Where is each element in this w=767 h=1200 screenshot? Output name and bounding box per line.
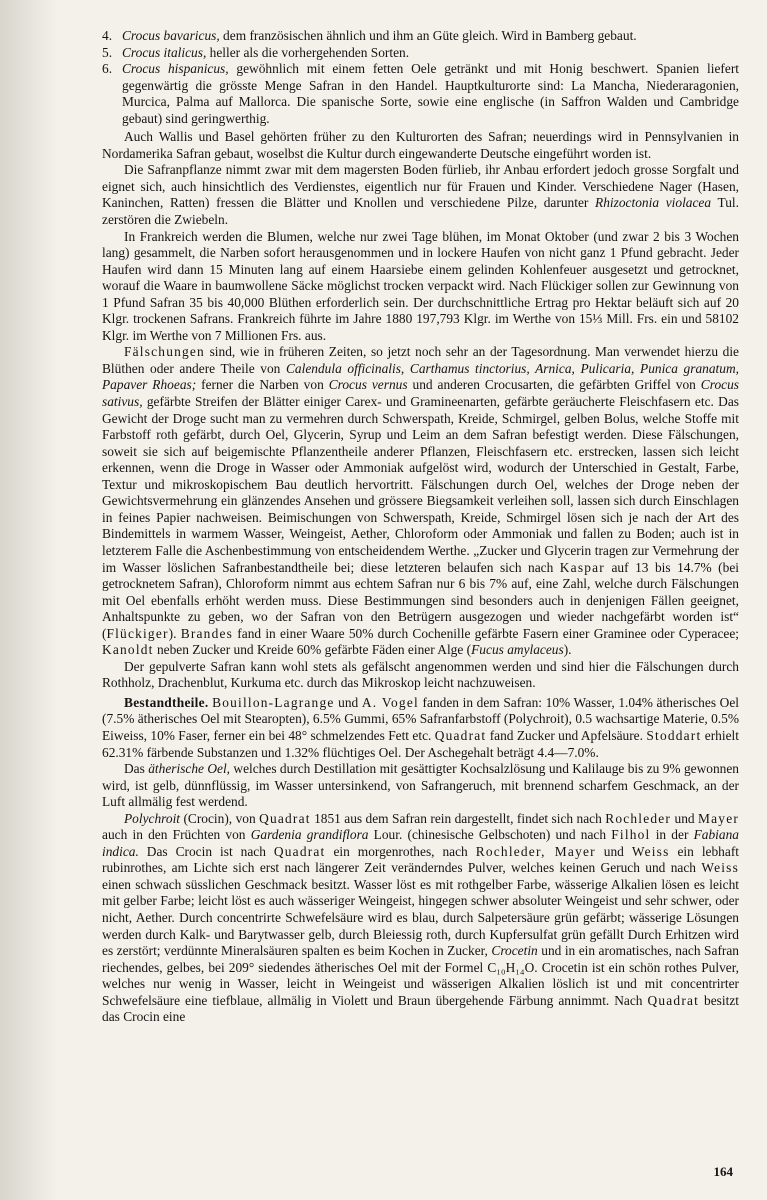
author-name: Brandes: [180, 625, 234, 641]
text-run: besitzt das Crocin eine: [102, 992, 739, 1025]
text-run: welches durch Destillation mit gesättigter Kochsalzlösung und Kalilauge bis zu 9% gewonnen wird, ist gelb, dünnflüssig, im Wasser untersinkend, von Safrangeruch, mit brennend scharfem Geschmack, an der Luft allmälig fest werdend.: [102, 761, 739, 810]
item-number: 6.: [102, 61, 113, 77]
author-name: Mayer: [698, 810, 740, 826]
text-run: einen schwach süsslichen Geschmack besitzt. Wasser löst es mit rothgelber Farbe, wässerige Alkalien lösen es leicht mit gelber Farbe; leicht löst es auch wässeriger Weingeist, hingegen schwer absoluter Weingeist und sehr schwer, oder nicht, Aether. Durch concentrirte Schwefelsäure wird es blau, durch Salpetersäure grün gefärbt; wässerige Lösungen werden durch Kalk- und Barytwasser gelb, durch Bleiessig roth, durch Kupfersulfat grün gefällt Durch Erhitzen wird es zerstört; verdünnte Mineralsäuren spalten es beim Kochen in Zucker,: [102, 876, 739, 959]
species-name: Crocus hispanicus,: [122, 61, 229, 77]
text-run: und: [595, 843, 632, 859]
term: Crocetin: [491, 943, 538, 959]
text-run: Das: [124, 761, 149, 777]
species-name: Fabiana indica.: [102, 827, 739, 859]
author-name: Kaspar: [559, 559, 605, 575]
author-name: A. Vogel: [361, 694, 419, 710]
item-text: dem französischen ähnlich und ihm an Güte gleich. Wird in Bamberg gebaut.: [219, 28, 637, 43]
species-name: Crocus sativus,: [102, 377, 739, 410]
text-run: Tul. zerstören die Zwiebeln.: [102, 195, 740, 228]
saffron-variety-list: [102, 28, 739, 127]
text-run: 1851 aus dem Safran rein dargestellt, findet sich nach: [310, 810, 606, 826]
author-name: Quadrat: [273, 843, 326, 859]
text-run: auch in den Früchten von: [102, 827, 251, 843]
paragraph-saffron-plant: [102, 162, 739, 228]
text-run: Das Crocin ist nach: [138, 843, 274, 859]
species-name: Gardenia grandiflora: [250, 827, 369, 843]
text-run: fanden in dem Safran: 10% Wasser, 1.04% ätherisches Oel (7.5% ätherisches Oel mit Stearopten), 6.5% Gummi, 65% Safranfarbstoff (Polychroit), 0.5 wachsartige Materie, 0.5% Eiweiss, 10% Faser, ferner ein bei 48° schmelzendes Fett etc.: [102, 694, 739, 743]
list-item: [102, 45, 739, 62]
paragraph-cultivation-regions: Auch Wallis und Basel gehörten früher zu den Kulturorten des Safran; neuerdings wird in Pennsylvanien in Nordamerika Safran gebaut, woselbst die Kultur durch eingewanderte Deutsche eingeführt worden ist.: [102, 129, 739, 161]
paragraph-polychroit: [102, 811, 739, 1026]
text-run: und: [334, 694, 362, 710]
author-name: Kanoldt: [102, 642, 154, 658]
text-run: Die Safranpflanze nimmt zwar mit dem magersten Boden fürlieb, ihr Anbau erfordert jedoch grosse Sorgfalt und eignet sich, auch hinsichtlich des Verdienstes, eigentlich nur für Frauen und Kinder. Verschiedene Nager (Hasen, Kaninchen, Ratten) fressen die Blätter und Knollen und verschiedene Pilze, darunter: [102, 162, 739, 211]
text-run: auf 13 bis 14.7% (bei getrocknetem Safran), Chloroform nimmt aus echtem Safran nur 6 bis 7% auf, eine Zahl, welche durch Fälschungen mit Oel ebenfalls erhöht werden muss. Diese Bestimmungen sind besonders auch in denjenigen Fällen geeignet, Anhaltspunkte zu geben, wo der Safran von den Betrügern ausgezogen und wieder nachgefärbt worden ist“ (: [102, 559, 739, 641]
section-heading: Bestandtheile.: [124, 694, 209, 710]
author-name: Quadrat: [434, 727, 487, 743]
author-name: Flückiger: [106, 625, 169, 641]
text-run: ein morgenrothes, nach: [325, 843, 476, 859]
item-text: heller als die vorhergehenden Sorten.: [206, 44, 410, 60]
species-name: Crocus vernus: [328, 377, 408, 393]
page-number: 164: [713, 1164, 733, 1179]
paragraph-adulterations: [102, 344, 739, 658]
term: ätherische Oel,: [148, 761, 231, 777]
text-run: in der: [650, 827, 694, 843]
item-number: 4.: [102, 28, 113, 43]
author-name: Weiss: [631, 843, 670, 859]
species-name: Crocus italicus,: [122, 44, 207, 60]
paragraph-essential-oil: [102, 761, 739, 811]
author-name: Weiss: [701, 860, 739, 876]
species-name: Crocus bavaricus,: [122, 28, 220, 43]
list-item: [102, 28, 739, 45]
species-name: Fucus amylaceus: [471, 642, 564, 658]
item-number: 5.: [102, 44, 113, 60]
author-name: Quadrat: [647, 992, 700, 1008]
species-name: Calendula officinalis, Carthamus tinctorius, Arnica, Pulicaria, Punica granatum, Papaver Rhoeas;: [102, 360, 739, 393]
text-run: fand Zucker und Apfelsäure.: [486, 727, 647, 743]
species-name: Rhizoctonia violacea: [595, 195, 712, 211]
text-run: ).: [168, 625, 181, 641]
text-run: fand in einer Waare 50% durch Cochenille gefärbte Fasern einer Gramineе oder Cyperacee;: [233, 625, 739, 641]
text-run: (Crocin), von: [180, 810, 260, 826]
text-run: ).: [563, 642, 572, 658]
paragraph-france-harvest: In Frankreich werden die Blumen, welche nur zwei Tage blühen, im Monat Oktober (und zwar 2 bis 3 Wochen lang) gesammelt, die Narben sofort herausgenommen und in lockere Haufen von nicht ganz 1 Pfund gebracht. Jeder Haufen wird dann 15 Minuten lang auf einem Haarsiebe einem gelinden Kohlenfeuer ausgesetzt und getrocknet, worauf die Waare in baumwollene Säcke möglichst trocken verpackt wird. Nach Flückiger sollen zur Gewinnung von 1 Pfund Safran 35 bis 40,000 Blüthen erforderlich sein. Der durchschnittliche Ertrag pro Hektar beläuft sich auf 20 Klgr. trockenen Safrans. Frankreich führte im Jahre 1880 197,793 Klgr. im Werthe von 15⅓ Mill. Frs. ein und 58102 Klgr. im Werthe von 7 Millionen Frs. aus.: [102, 228, 739, 343]
text-run: Lour. (chinesische Gelbschoten) und nach: [368, 827, 612, 843]
paragraph-keyword: Fälschungen: [124, 344, 205, 360]
text-run: und in ein aromatisches, nach Safran riechendes, gelbes, bei 209° siedendes ätherisches Oel mit der Formel C₁₀H₁₄O. Crocetin ist ein schön rothes Pulver, welches nur wenig in Wasser, leicht in Weingeist und wässerigen Alkalien löslich ist und mit concentrirter Schwefelsäure eine tiefblaue, allmälig in Violett und Braun übergehende Färbung annimmt. Nach: [102, 943, 740, 1008]
item-text: gewöhnlich mit einem fetten Oele getränkt und mit Honig beschwert. Spanien liefert gegenwärtig die grösste Menge Safran in den Handel. Hauptkulturorte sind: La Mancha, Niederaragonien, Murcica, Palma auf Mallorca. Die spanische Sorte, sowie eine englische (in Saffron Walden und Cambridge gebaut) sind geringwerthig.: [122, 61, 739, 126]
text-run: gefärbte Streifen der Blätter einiger Carex- und Gramineenarten, gefärbte geräucherte Fleischfasern etc. Das Gewicht der Droge sucht man zu vermehren durch Schwerspath, Kreide, Schmirgel, gelben Bolus, welche Stoffe mit Farbstoff roth gefärbt, durch Oel, Glycerin, Syrup und Leim an dem Safran befestigt werden. Diese Fälschungen, soweit sie sich auf beigemischte Pflanzentheile anderer Pflanzen, Fleischfasern etc. erstrecken, lassen sich leicht erkennen, wenn die Droge in Wasser oder Ammoniak aufgelöst wird, wodurch der Unterschied in Gestalt, Farbe, Textur und mikroskopischem Bau deutlich hervortritt. Fälschungen durch Oel, welches der Droge neben der Gewichtsvermehrung ein glänzendes Ansehen und grössere Biegsamkeit verleihen soll, lassen sich durch Einschlagen in feines Papier nachweisen. Beimischungen von Schwerspath, Kreide, Schmirgel lösen sich je nach der Art des Bindemittels in warmem Wasser, Weingeist, Aether, Chloroform oder Ammoniak und fallen zu Boden; auch ist in letzterem Falle die Aschenbestimmung von entscheidendem Werthe. „Zucker und Glycerin tragen zur Vermehrung der im Wasser löslichen Safranbestandtheile bei; diese letzteren belaufen sich nach: [102, 394, 739, 575]
list-item: [102, 61, 739, 127]
text-run: und anderen Crocusarten, die gefärbten Griffel von: [407, 377, 701, 393]
author-name: Stoddart: [646, 727, 702, 743]
text-run: ein lebhaft rubinrothes, am Lichte sich erst nach längerer Zeit veränderndes Pulver, welches keinen Geruch und nach: [102, 843, 739, 876]
author-name: Quadrat: [259, 810, 311, 826]
paragraph-powdered-saffron: Der gepulverte Safran kann wohl stets als gefälscht angenommen werden und sind hier die Fälschungen durch Rothholz, Drachenblut, Kurkuma etc. durch das Mikroskop leicht nachzuweisen.: [102, 658, 739, 691]
author-name: Rochleder, Mayer: [475, 843, 596, 859]
term: Polychroit: [124, 810, 181, 826]
text-run: und: [671, 810, 699, 826]
text-run: sind, wie in früheren Zeiten, so jetzt noch sehr an der Tagesordnung. Man verwendet hierzu die Blüthen oder andere Theile von: [102, 344, 739, 376]
text-run: neben Zucker und Kreide 60% gefärbte Fäden einer Alge (: [153, 642, 472, 658]
author-name: Rochleder: [605, 810, 672, 826]
author-name: Filhol: [611, 827, 651, 843]
paragraph-constituents: [102, 695, 739, 761]
text-run: erhielt 62.31% färbende Substanzen und 1.32% flüchtiges Oel. Der Aschegehalt beträgt 4.4—7.0%.: [102, 727, 739, 760]
author-name: Bouillon-Lagrange: [212, 694, 335, 710]
text-run: ferner die Narben von: [196, 377, 329, 393]
